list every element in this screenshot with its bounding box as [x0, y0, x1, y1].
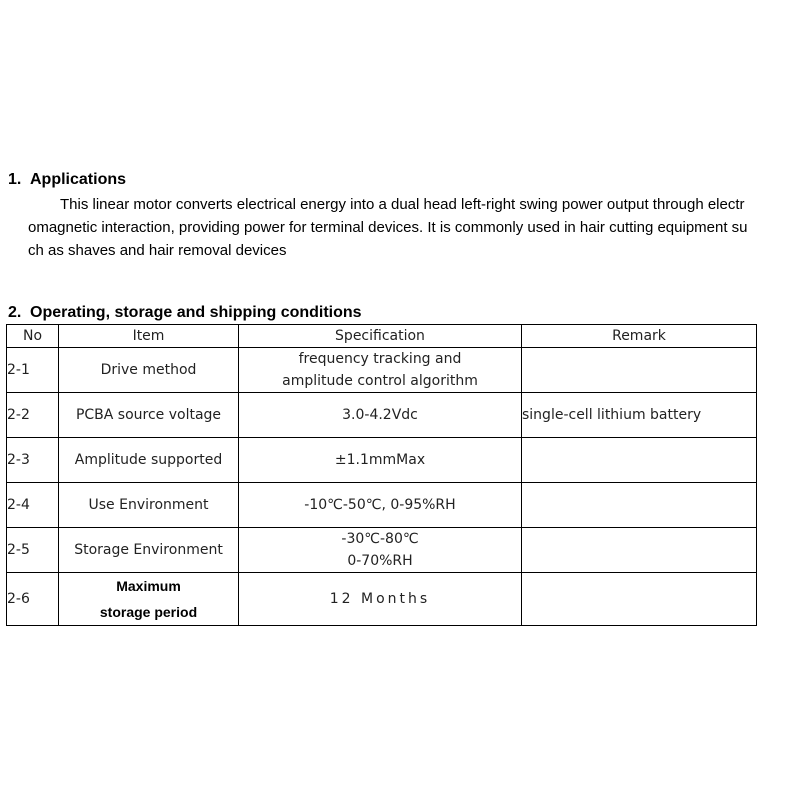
cell-no: 2-4 [7, 483, 59, 528]
table-row [7, 483, 757, 528]
conditions-section [8, 303, 758, 323]
conditions-heading [8, 303, 758, 323]
cell-specification [239, 438, 522, 483]
cell-remark [522, 573, 757, 626]
item-line: storage period [99, 604, 198, 620]
header-no: No [7, 325, 59, 348]
cell-specification [239, 528, 522, 573]
table-row [7, 393, 757, 438]
spec-line: -30℃-80℃ [341, 531, 419, 547]
table-row [7, 573, 757, 626]
section-title: Applications [30, 171, 127, 188]
header-remark: Remark [522, 325, 757, 348]
cell-specification [239, 393, 522, 438]
spec-line: ±1.1mmMax [334, 452, 426, 468]
cell-item: Use Environment [59, 483, 239, 528]
cell-no: 2-1 [7, 348, 59, 393]
applications-paragraph: This linear motor converts electrical energy into a dual head left-right swing power output through electromagnetic interaction, providing power for terminal devices. It is commonly used in hair cutting equipment such as shaves and hair removal devices [28, 196, 748, 259]
section-number: 2. [8, 304, 22, 321]
header-specification: Specification [239, 325, 522, 348]
cell-no: 2-5 [7, 528, 59, 573]
cell-remark [522, 483, 757, 528]
table-row [7, 528, 757, 573]
cell-item: PCBA source voltage [59, 393, 239, 438]
cell-item [59, 573, 239, 626]
applications-heading [8, 170, 758, 190]
cell-item: Amplitude supported [59, 438, 239, 483]
section-title: Operating, storage and shipping conditions [30, 304, 362, 321]
cell-specification [239, 573, 522, 626]
applications-section [8, 170, 758, 262]
spec-line: 0-70%RH [347, 553, 413, 569]
spec-line: 12 Months [329, 591, 431, 607]
cell-item: Drive method [59, 348, 239, 393]
cell-no: 2-3 [7, 438, 59, 483]
item-line: Maximum [116, 578, 181, 594]
cell-no: 2-2 [7, 393, 59, 438]
header-item: Item [59, 325, 239, 348]
table-row [7, 348, 757, 393]
section-number: 1. [8, 171, 22, 188]
cell-specification [239, 348, 522, 393]
spec-line: frequency tracking and [298, 351, 462, 367]
cell-remark [522, 528, 757, 573]
table-row [7, 438, 757, 483]
spec-line: amplitude control algorithm [282, 373, 478, 389]
cell-no: 2-6 [7, 573, 59, 626]
table-header-row [7, 325, 757, 348]
cell-remark: single-cell lithium battery [522, 393, 757, 438]
cell-remark [522, 438, 757, 483]
spec-line: -10℃-50℃, 0-95%RH [304, 497, 456, 513]
cell-remark [522, 348, 757, 393]
cell-item: Storage Environment [59, 528, 239, 573]
conditions-table [6, 324, 757, 626]
spec-line: 3.0-4.2Vdc [342, 407, 418, 423]
cell-specification [239, 483, 522, 528]
